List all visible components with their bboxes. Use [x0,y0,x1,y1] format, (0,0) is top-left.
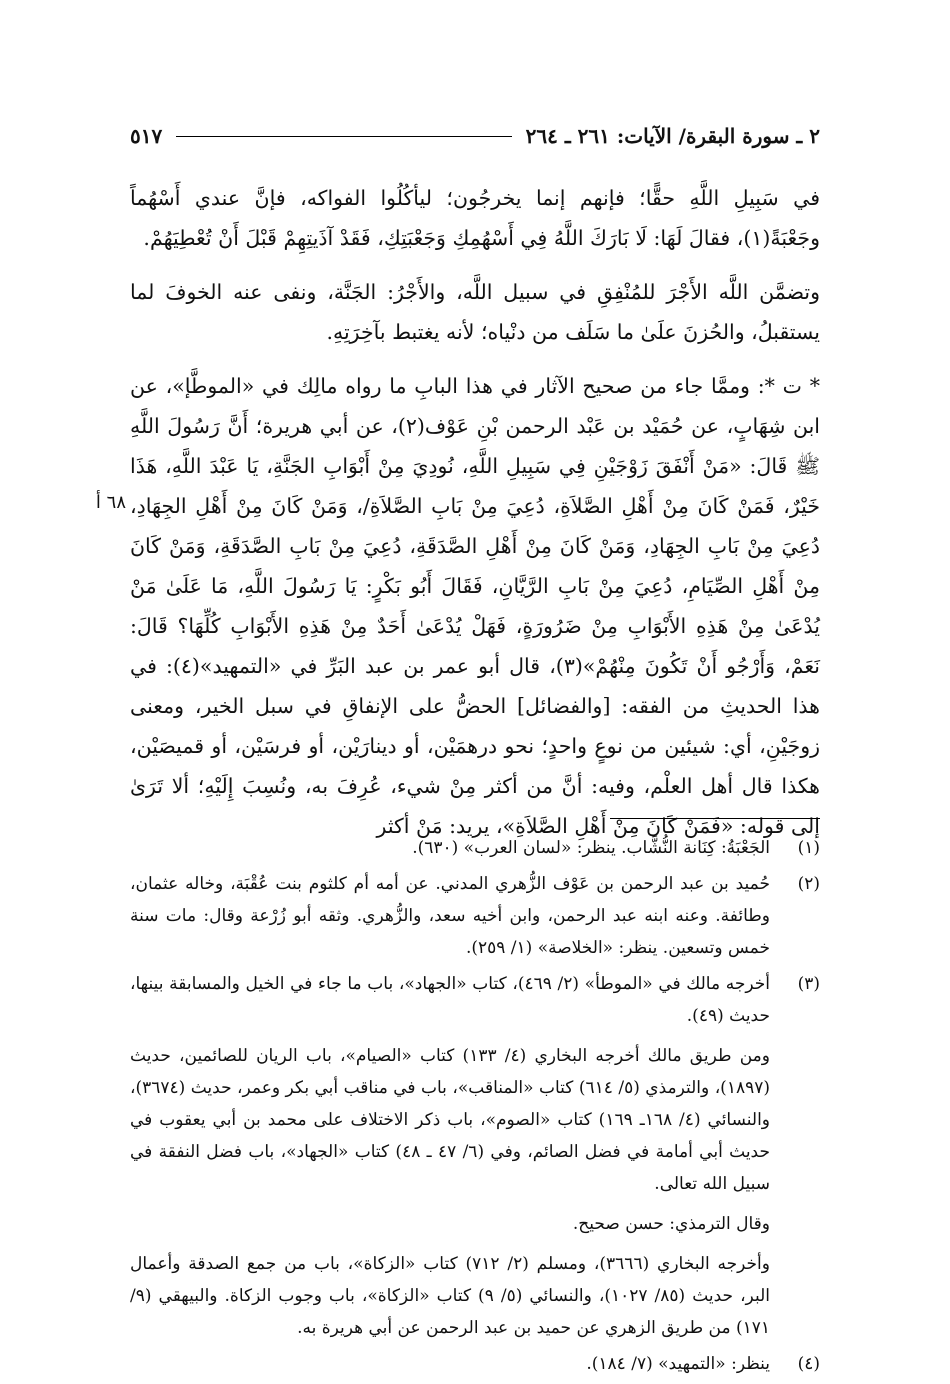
paragraph-1: في سَبِيلِ اللَّهِ حقًّا؛ فإنهم إنما يخرجُون؛ ليأكُلُوا الفواكه، فإنَّ عندي أَسْهُماً وجَعْبَةً(١)، فقالَ لَهَا: لَا بَارَكَ اللَّهُ فِي أَسْهُمِكِ وَجَعْبَتِكِ، فَقَدْ آذَيتِهِمْ قَبْلَ أَنْ تُعْطِيَهُمْ. [130,186,820,250]
footnote-text: وقال الترمذي: حسن صحيح. [572,1214,770,1234]
footnote-text: أخرجه مالك في «الموطأ» (٢/ ٤٦٩)، كتاب «الجهاد»، باب ما جاء في الخيل والمسابقة بينها، حديث (٤٩). [130,974,770,1026]
paragraph-3: * ت *: وممَّا جاء من صحيح الآثار في هذا البابِ ما رواه مالِك في «الموطَّإ»، عن ابن شِهَابٍ، عن حُمَيْد بن عَبْد الرحمن بْنِ عَوْف(٢)، عن أبي هريرة؛ أَنَّ رَسُولَ اللَّهِ ﷺ قَالَ: «مَنْ أَنْفَقَ زَوْجَيْنِ فِي سَبِيلِ اللَّهِ، نُودِيَ مِنْ أَبْوَابِ الجَنَّةِ، يَا عَبْدَ اللَّهِ، هَذَا خَيْرٌ، فَمَنْ كَانَ مِنْ أَهْلِ الصَّلاَةِ، دُعِيَ مِنْ بَابِ الصَّلاَةِ/، وَمَنْ كَانَ مِنْ أَهْلِ الجِهَادِ، دُعِيَ مِنْ بَابِ الجِهَادِ، وَمَنْ كَانَ مِنْ أَهْلِ الصَّدَقَةِ، دُعِيَ مِنْ بَابِ الصَّدَقَةِ، وَمَنْ كَانَ مِنْ أَهْلِ الصِّيَامِ، دُعِيَ مِنْ بَابِ الرَّيَّانِ، فَقَالَ أَبُو بَكْرٍ: يَا رَسُولَ اللَّهِ، مَا عَلَىٰ مَنْ يُدْعَىٰ مِنْ هَذِهِ الأَبْوَابِ مِنْ ضَرُورَةٍ، فَهَلْ يُدْعَىٰ أَحَدٌ مِنْ هَذِهِ الأَبْوَابِ كُلِّهَا؟ قَالَ: نَعَمْ، وَأَرْجُو أَنْ تَكُونَ مِنْهُمْ»(٣)، قال أبو عمر بن عبد البَرِّ في «التمهيد»(٤): في هذا الحديثِ من الفقه: [والفضائل] الحضُّ على الإنفاقِ في سبل الخير، ومعنى زوجَيْنِ، أي: شيئين من نوعٍ واحدٍ؛ نحو درهمَيْن، أو دينارَيْن، أو فرسَيْن، أو قميصَيْن، هكذا قال أهل العلْم، وفيه: أنَّ من أكثر مِنْ شيء، عُرِفَ به، ونُسِبَ إِلَيْهِ؛ ألا تَرَىٰ إلى قوله: «فَمَنْ كَانَ مِنْ أَهْلِ الصَّلاَةِ»، يريد: مَنْ أكثر [130,374,821,838]
running-header [130,118,820,154]
footnote-number: (٢) [797,874,820,894]
manuscript-folio-note: ٦٨ أ [95,492,126,513]
footnote-text: الجَعْبَةُ: كِنَانة النُّشَّاب. ينظر: «لسان العرب» (٦٣٠). [412,838,770,858]
footnote-4 [130,1348,820,1380]
footnote-text: ومن طريق مالك أخرجه البخاري (٤/ ١٣٣) كتاب «الصيام»، باب الريان للصائمين، حديث (١٨٩٧)، والترمذي (٥/ ٦١٤) كتاب «المناقب»، باب في مناقب أبي بكر وعمر، حديث (٣٦٧٤)، والنسائي (٤/ ١٦٨ـ ١٦٩) كتاب «الصوم»، باب ذكر الاختلاف على محمد بن أبي يعقوب في حديث أبي أمامة في فضل الصائم، وفي (٦/ ٤٧ ـ ٤٨) كتاب «الجهاد»، باب فضل النفقة في سبيل الله تعالى. [130,1046,771,1194]
footnote-text: ينظر: «التمهيد» (٧/ ١٨٤). [586,1354,770,1374]
footnotes [130,832,820,1384]
footnote-text: وأخرجه البخاري (٣٦٦٦)، ومسلم (٢/ ٧١٢) كتاب «الزكاة»، باب من جمع الصدقة وأعمال البر، حديث (٨٥/ ١٠٢٧)، والنسائي (٥/ ٩) كتاب «الزكاة»، باب وجوب الزكاة. والبيهقي (٩/ ١٧١) من طريق الزهري عن حميد بن عبد الرحمن عن أبي هريرة به. [130,1254,770,1338]
header-rule [176,136,511,137]
paragraph-2: وتضمَّن اللَّه الأَجْرَ للمُنْفِقِ في سبيل اللَّه، والأَجْرُ: الجَنَّة، ونفى عنه الخوفَ لما يستقبلُ، والحُزنَ علَىٰ ما سَلَف من دنْياه؛ لأنه يغتبط بآخِرَتِهِ. [130,280,820,344]
page-number: ٥١٧ [130,124,163,148]
footnote-2 [130,868,820,964]
footnote-number: (٣) [797,974,820,994]
footnote-number: (٤) [797,1354,820,1374]
chapter-title: ٢ ـ سورة البقرة/ الآيات: ٢٦١ ـ ٢٦٤ [525,124,820,148]
footnote-separator [610,818,820,819]
footnote-1 [130,832,820,864]
footnote-3 [130,968,820,1344]
footnote-text: حُميد بن عبد الرحمن بن عَوْف الزُّهري المدني. عن أمه أم كلثوم بنت عُقْبَة، وخاله عثمان، وطائفة. وعنه ابنه عبد الرحمن، وابن أخيه سعد، والزُّهري. وثقه أبو زُرْعة وقال: مات سنة خمس وتسعين. ينظر: «الخلاصة» (١/ ٢٥٩). [130,874,770,958]
main-text [130,178,820,860]
footnote-number: (١) [797,838,820,858]
